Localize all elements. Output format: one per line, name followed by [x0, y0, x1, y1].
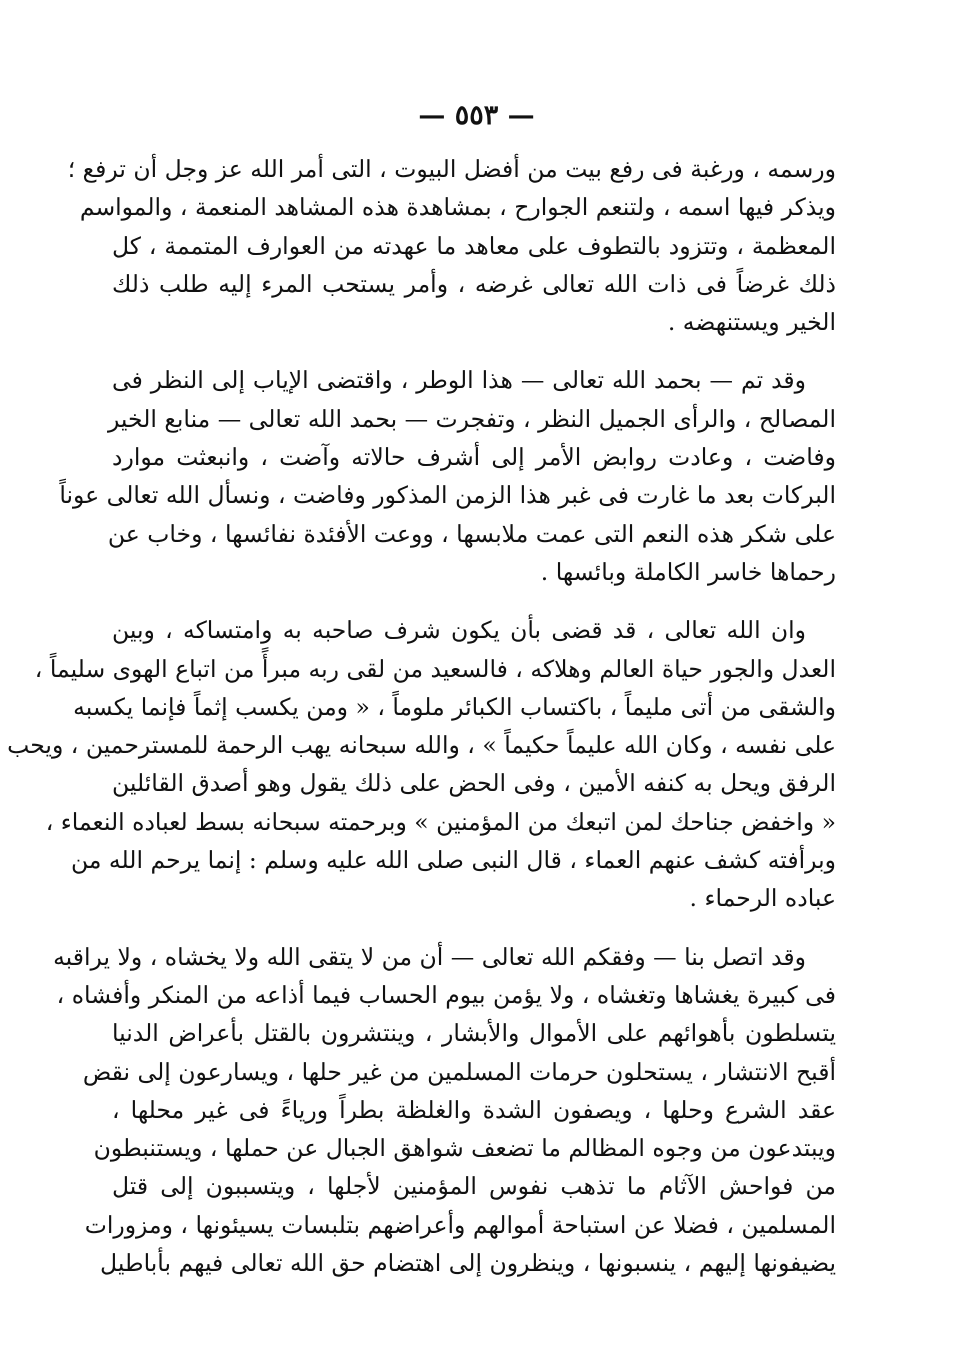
- text-line: المعظمة ، وتتزود بالتطوف على معاهد ما عهدته من العوارف المتممة ، كل: [112, 231, 836, 260]
- paragraph-1: [67, 150, 836, 341]
- text-line: وقد اتصل بنا — وفقكم الله تعالى — أن من لا يتقى الله ولا يخشاه ، ولا يراقبه: [53, 942, 806, 971]
- text-line: ورسمه ، ورغبة فى رفع بيت من أفضل البيوت ، التى أمر الله عز وجل أن ترفع ؛: [67, 155, 836, 183]
- text-line: وان الله تعالى ، قد قضى بأن يكون شرف صاحبه به وامتساكه ، وبين: [112, 616, 806, 645]
- text-line: العدل والجور حياة العالم وهلاكه ، فالسعيد من لقى ربه مبرأً من اتباع الهوى سليماً ،: [34, 654, 836, 683]
- text-line: المصالح ، والرأى الجميل النظر ، وتفجرت — بحمد الله تعالى — منابع الخير: [107, 404, 836, 433]
- text-line: على نفسه ، وكان الله عليماً حكيماً » ، والله سبحانه يهب الرحمة للمسترحمين ، ويحب: [7, 731, 836, 760]
- text-line: وفاضت ، وعادت روابض الأمر إلى أشرف حالاته وآضت ، وانبعثت موارد: [112, 443, 836, 472]
- text-line: ويذكر فيها اسمه ، ولتنعم الجوارح ، بمشاهدة هذه المشاهد المنعمة ، والمواسم: [79, 193, 836, 222]
- paragraph-2: [59, 361, 836, 591]
- text-line: البركات بعد ما غارت فى غبر هذا الزمن المذكور وفاضت ، ونسأل الله تعالى عوناً: [59, 481, 836, 510]
- text-line: من فواحش الآثام ما تذهب نفوس المؤمنين لأجلها ، ويتسببون إلى قتل: [112, 1172, 836, 1201]
- text-line: عقد الشرع وحلها ، ويصفون الشدة والغلظة بطراً ورياءً فى غير محلها ،: [112, 1095, 836, 1124]
- text-line: رحماها خاسر الكاملة وبائسها .: [540, 557, 836, 586]
- text-line: أقبح الانتشار ، يستحلون حرمات المسلمين من غير حلها ، ويسارعون إلى نقض: [82, 1057, 836, 1086]
- text-line: وبرأفته كشف عنهم العماء ، قال النبى صلى الله عليه وسلم : إنما يرحم الله من: [70, 846, 836, 875]
- paragraph-3: [7, 611, 836, 917]
- text-line: الرفق ويحل به كنفه الأمين ، وفى الحض على ذلك يقول وهو أصدق القائلين: [112, 769, 836, 798]
- page-body-text: [7, 150, 836, 1302]
- paragraph-4: [53, 938, 836, 1283]
- text-line: يتسلطون بأهوائهم على الأموال والأبشار ، وينتشرون بالقتل بأعراض الدنيا: [112, 1019, 836, 1048]
- text-line: « واخفض جناحك لمن اتبعك من المؤمنين » وبرحمته سبحانه بسط لعباده النعماء ،: [45, 807, 836, 836]
- text-line: ذلك غرضاً فى ذات الله تعالى غرضه ، وأمر يستحب المرء إليه طلب ذلك: [112, 269, 836, 298]
- text-line: على شكر هذه النعم التى عمت ملابسها ، ووعت الأفئدة نفائسها ، وخاب عن: [107, 519, 836, 548]
- text-line: ويبتدعون من وجوه المظالم ما تضعف شواهق الجبال عن حملها ، ويستنبطون: [93, 1134, 836, 1163]
- text-line: المسلمين ، فضلا عن استباحة أموالهم وأعراضهم بتلبسات يسيئونها ، ومزورات: [84, 1210, 836, 1239]
- text-line: يضيفونها إليهم ، ينسبونها ، وينظرون إلى اهتضام حق الله تعالى فيهم بأباطيل: [100, 1249, 836, 1278]
- text-line: الخير ويستنهضه .: [667, 308, 836, 337]
- text-line: والشقى من أتى مليماً ، باكتساب الكبائر ملوماً ، « ومن يكسب إثماً فإنما يكسبه: [73, 692, 836, 721]
- text-line: فى كبيرة يغشاها وتغشاه ، ولا يؤمن بيوم الحساب فيما أذاعه من المنكر وأفشاه ،: [56, 980, 836, 1009]
- page-number: — ٥٥٣ —: [418, 100, 535, 131]
- text-line: عباده الرحماء .: [689, 884, 836, 913]
- text-line: وقد تم — بحمد الله تعالى — هذا الوطر ، واقتضى الإياب إلى النظر فى: [112, 366, 806, 395]
